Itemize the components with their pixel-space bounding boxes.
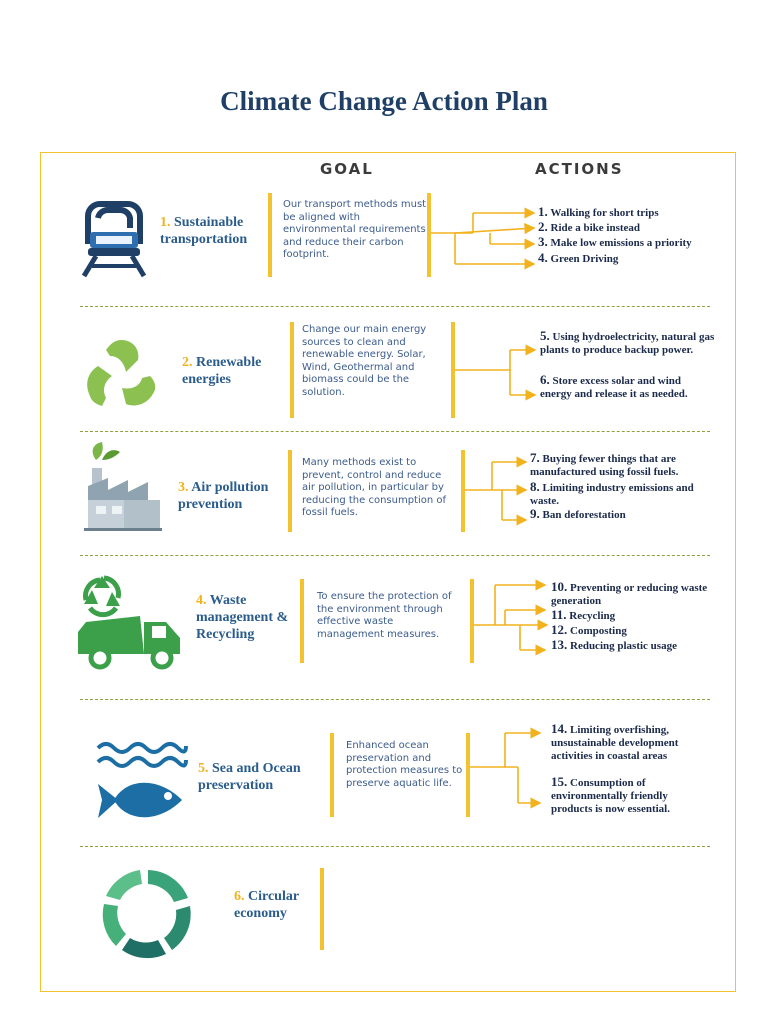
section-1-goal: Our transport methods must be aligned with environmental requirements and reduce their carbon footprint.	[283, 199, 427, 260]
actions-column-header: ACTIONS	[535, 160, 624, 178]
section-3-action-7: 7. Buying fewer things that are manufactured using fossil fuels.	[530, 450, 679, 478]
section-5-action-15: 15. Consumption of environmentally friendly products is now essential.	[551, 774, 670, 815]
section-2-goal: Change our main energy sources to clean and renewable energy. Solar, Wind, Geothermal and biomass could be the solution.	[302, 324, 427, 398]
section-2-label: 2. Renewable energies	[182, 355, 262, 387]
section-2-action-6: 6. Store excess solar and wind energy and release it as needed.	[540, 372, 688, 400]
section-4-action-10: 10. Preventing or reducing waste generation	[551, 579, 708, 607]
section-5-goal: Enhanced ocean preservation and protection measures to preserve aquatic life.	[346, 740, 463, 789]
section-5-action-14: 14. Limiting overfishing, unsustainable development activities in coastal areas	[551, 721, 679, 762]
section-5-label: 5. Sea and Ocean preservation	[198, 761, 301, 793]
section-1-label: 1. Sustainable transportation	[160, 215, 248, 247]
section-4-action-11: 11. Recycling	[551, 607, 616, 622]
section-1-action-4: 4. Green Driving	[538, 250, 619, 265]
page-title: Climate Change Action Plan	[220, 86, 548, 116]
goal-column-header: GOAL	[320, 160, 374, 178]
section-1-action-3: 3. Make low emissions a priority	[538, 234, 692, 249]
section-4-goal: To ensure the protection of the environment through effective waste management measures.	[317, 591, 452, 640]
section-3-action-8: 8. Limiting industry emissions and waste.	[530, 479, 694, 507]
section-3-action-9: 9. Ban deforestation	[530, 506, 626, 521]
section-4-action-13: 13. Reducing plastic usage	[551, 637, 677, 652]
section-3-goal: Many methods exist to prevent, control and reduce air pollution, in particular by reducing the consumption of fossil fuels.	[302, 457, 447, 518]
section-1-action-1: 1. Walking for short trips	[538, 204, 659, 219]
section-2-action-5: 5. Using hydroelectricity, natural gas plants to produce backup power.	[540, 328, 715, 356]
section-4-label: 4. Waste management & Recycling	[196, 593, 289, 642]
section-1-action-2: 2. Ride a bike instead	[538, 219, 641, 234]
section-3-label: 3. Air pollution prevention	[178, 480, 269, 512]
section-6-label: 6. Circular economy	[234, 889, 299, 921]
section-4-action-12: 12. Composting	[551, 622, 627, 637]
